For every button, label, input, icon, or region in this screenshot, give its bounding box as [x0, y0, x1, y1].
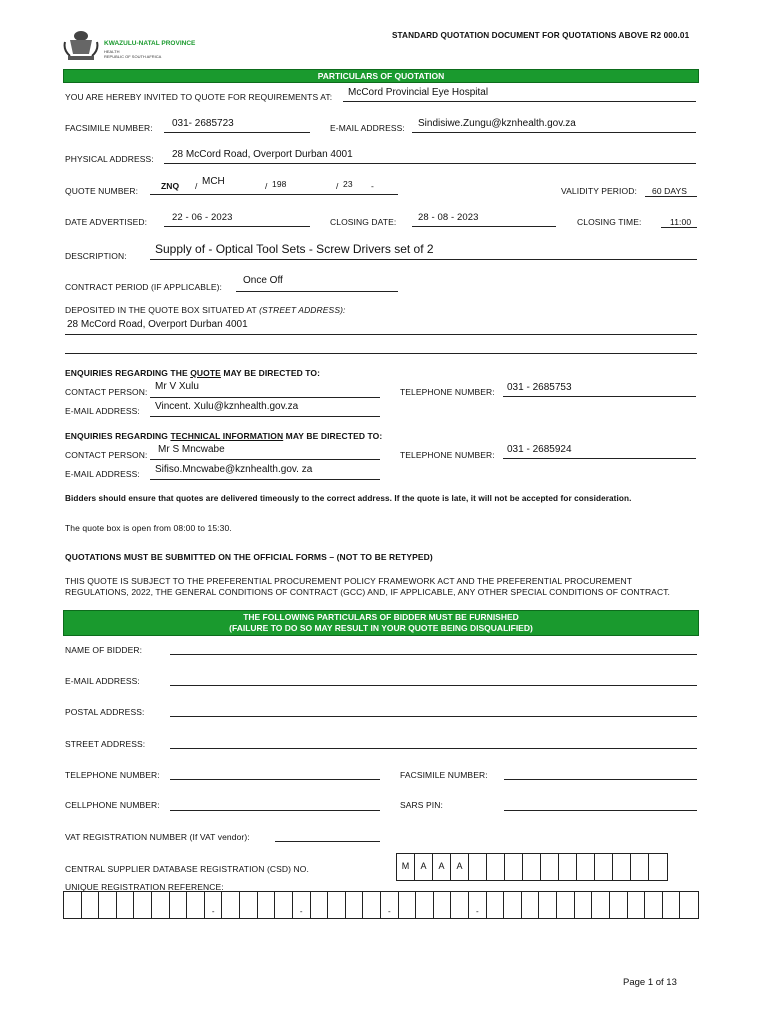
quote-email-line	[150, 416, 380, 417]
ref-cell[interactable]	[99, 892, 117, 918]
quote-no-label: QUOTE NUMBER:	[65, 186, 139, 196]
enquiries-tech-heading-b: MAY BE DIRECTED TO:	[283, 431, 383, 441]
ref-cell[interactable]	[451, 892, 469, 918]
bidder-postal-field[interactable]	[170, 716, 697, 717]
physical-line	[164, 163, 696, 164]
enquiries-quote-heading-b: MAY BE DIRECTED TO:	[220, 368, 321, 378]
ref-cell[interactable]	[539, 892, 557, 918]
csd-prefix-m: M	[397, 854, 415, 880]
quote-no-line	[150, 194, 398, 195]
quote-part-number[interactable]: 198	[272, 179, 287, 189]
email-label: E-MAIL ADDRESS:	[330, 123, 405, 133]
quote-part-hospital[interactable]: MCH	[202, 176, 225, 187]
ref-cell[interactable]	[222, 892, 240, 918]
closing-date-line	[412, 226, 556, 227]
quote-tel-label: TELEPHONE NUMBER:	[400, 387, 495, 397]
quote-tel-line	[503, 396, 696, 397]
advertised-label: DATE ADVERTISED:	[65, 217, 148, 227]
quote-tel-value[interactable]: 031 - 2685753	[507, 382, 572, 393]
ref-cell[interactable]	[469, 892, 487, 918]
ref-cell[interactable]	[416, 892, 434, 918]
enquiries-quote-heading	[65, 368, 320, 378]
closing-date-value[interactable]: 28 - 08 - 2023	[418, 212, 479, 223]
contract-value[interactable]: Once Off	[243, 275, 283, 286]
validity-label: VALIDITY PERIOD:	[561, 186, 637, 196]
bidder-sars-label: SARS PIN:	[400, 800, 443, 810]
ref-cell[interactable]	[487, 892, 505, 918]
ref-cell[interactable]	[205, 892, 223, 918]
validity-value[interactable]: 60 DAYS	[652, 186, 688, 196]
deposited-line-2	[65, 353, 697, 354]
ref-cell[interactable]	[258, 892, 276, 918]
tech-tel-line	[503, 458, 696, 459]
fax-line	[164, 132, 310, 133]
description-value[interactable]: Supply of - Optical Tool Sets - Screw Drivers set of 2	[155, 242, 434, 256]
quote-part-year[interactable]: 23	[343, 179, 353, 189]
bidder-postal-label: POSTAL ADDRESS:	[65, 707, 145, 717]
csd-digit-box[interactable]	[559, 854, 577, 880]
deposited-label-street: (STREET ADDRESS):	[259, 305, 346, 315]
enquiries-quote-heading-u: QUOTE	[190, 368, 221, 378]
csd-digit-box[interactable]	[541, 854, 559, 880]
bidder-tel-field[interactable]	[170, 779, 380, 780]
ref-cell[interactable]	[152, 892, 170, 918]
csd-digit-box[interactable]	[649, 854, 667, 880]
closing-time-value[interactable]: 11:00	[670, 217, 692, 227]
logo-province: KWAZULU-NATAL PROVINCE	[104, 40, 196, 47]
logo-dept: HEALTH	[104, 49, 120, 54]
ref-cell[interactable]	[592, 892, 610, 918]
advertised-line	[164, 226, 310, 227]
csd-digit-box[interactable]	[631, 854, 649, 880]
quote-contact-value[interactable]: Mr V Xulu	[155, 381, 199, 392]
bidder-name-field[interactable]	[170, 654, 697, 655]
quote-email-label: E-MAIL ADDRESS:	[65, 406, 140, 416]
tech-contact-label: CONTACT PERSON:	[65, 450, 148, 460]
ref-cell[interactable]	[399, 892, 417, 918]
ref-cell[interactable]	[363, 892, 381, 918]
quote-sep-3: /	[336, 181, 339, 191]
ref-dash: -	[299, 907, 303, 916]
fax-label: FACSIMILE NUMBER:	[65, 123, 153, 133]
ref-cell[interactable]	[328, 892, 346, 918]
invited-value[interactable]: McCord Provincial Eye Hospital	[348, 87, 489, 98]
email-value[interactable]: Sindisiwe.Zungu@kznhealth.gov.za	[418, 118, 576, 129]
provincial-logo	[62, 28, 207, 62]
description-label: DESCRIPTION:	[65, 251, 127, 261]
bidder-tel-label: TELEPHONE NUMBER:	[65, 770, 160, 780]
quote-sep-2: /	[265, 181, 268, 191]
csd-digit-box[interactable]	[595, 854, 613, 880]
bidder-street-field[interactable]	[170, 748, 697, 749]
tech-contact-value[interactable]: Mr S Mncwabe	[158, 444, 225, 455]
bidder-name-label: NAME OF BIDDER:	[65, 645, 143, 655]
coat-of-arms-icon	[62, 28, 100, 62]
closing-date-label: CLOSING DATE:	[330, 217, 397, 227]
unique-ref-label: UNIQUE REGISTRATION REFERENCE:	[65, 882, 224, 892]
quote-sep-1: /	[195, 181, 198, 191]
csd-digit-box[interactable]	[523, 854, 541, 880]
quote-contact-line	[150, 397, 380, 398]
csd-digit-box[interactable]	[487, 854, 505, 880]
contract-label: CONTRACT PERIOD (IF APPLICABLE):	[65, 282, 223, 292]
quote-prefix[interactable]: ZNQ	[161, 181, 180, 191]
bidder-email-label: E-MAIL ADDRESS:	[65, 676, 140, 686]
validity-line	[645, 196, 697, 197]
bidder-band-line2: (FAILURE TO DO SO MAY RESULT IN YOUR QUOTE BEING DISQUALIFIED)	[229, 623, 533, 633]
bidder-band-line1: THE FOLLOWING PARTICULARS OF BIDDER MUST BE FURNISHED	[243, 612, 519, 622]
bidder-sars-field[interactable]	[504, 810, 697, 811]
bidder-email-field[interactable]	[170, 685, 697, 686]
enquiries-quote-heading-a: ENQUIRIES REGARDING THE	[65, 368, 191, 378]
unique-ref-grid[interactable]	[63, 891, 699, 919]
box-open-note: The quote box is open from 08:00 to 15:30.	[65, 523, 232, 533]
ref-cell[interactable]	[311, 892, 329, 918]
tech-tel-value[interactable]: 031 - 2685924	[507, 444, 572, 455]
invited-line	[343, 101, 696, 102]
tech-contact-line	[150, 459, 380, 460]
ref-cell[interactable]	[170, 892, 188, 918]
csd-prefix-a2: A	[433, 854, 451, 880]
csd-digit-box[interactable]	[577, 854, 595, 880]
ref-cell[interactable]	[64, 892, 82, 918]
ref-cell[interactable]	[240, 892, 258, 918]
ref-cell[interactable]	[434, 892, 452, 918]
enquiries-tech-heading-u: TECHNICAL INFORMATION	[170, 431, 284, 441]
bidder-fax-label: FACSIMILE NUMBER:	[400, 770, 488, 780]
ref-cell[interactable]	[346, 892, 364, 918]
ref-cell[interactable]	[610, 892, 628, 918]
ref-cell[interactable]	[575, 892, 593, 918]
physical-label: PHYSICAL ADDRESS:	[65, 154, 154, 164]
official-forms-note: QUOTATIONS MUST BE SUBMITTED ON THE OFFICIAL FORMS – (NOT TO BE RETYPED)	[65, 552, 433, 562]
csd-prefix-a1: A	[415, 854, 433, 880]
ref-cell[interactable]	[187, 892, 205, 918]
ref-cell[interactable]	[645, 892, 663, 918]
invited-label: YOU ARE HEREBY INVITED TO QUOTE FOR REQUIREMENTS AT:	[65, 92, 333, 102]
fax-value[interactable]: 031- 2685723	[172, 118, 234, 129]
ref-cell[interactable]	[275, 892, 293, 918]
physical-value[interactable]: 28 McCord Road, Overport Durban 4001	[172, 149, 353, 160]
csd-digit-box[interactable]	[613, 854, 631, 880]
enquiries-tech-heading-a: ENQUIRIES REGARDING	[65, 431, 171, 441]
particulars-band: PARTICULARS OF QUOTATION	[63, 69, 699, 83]
ref-cell[interactable]	[381, 892, 399, 918]
ref-cell[interactable]	[82, 892, 100, 918]
ppp-note-line1: THIS QUOTE IS SUBJECT TO THE PREFERENTIAL PROCUREMENT POLICY FRAMEWORK ACT AND THE PREFERENTIAL PROCUREMENT	[65, 576, 633, 586]
bidder-band	[63, 610, 699, 636]
deposited-label	[65, 305, 346, 315]
csd-digit-box[interactable]	[469, 854, 487, 880]
enquiries-tech-heading	[65, 431, 382, 441]
quote-sep-4: -	[371, 181, 374, 191]
doc-title: STANDARD QUOTATION DOCUMENT FOR QUOTATIONS ABOVE R2 000.01	[392, 31, 690, 40]
ref-cell[interactable]	[680, 892, 698, 918]
ppp-note-line2: REGULATIONS, 2022, THE GENERAL CONDITIONS OF CONTRACT (GCC) AND, IF APPLICABLE, ANY OTHER SPECIAL CONDITIONS OF CONTRACT.	[65, 587, 671, 597]
ref-cell[interactable]	[557, 892, 575, 918]
deposited-label-main: DEPOSITED IN THE QUOTE BOX SITUATED AT	[65, 305, 260, 315]
tech-email-line	[150, 479, 380, 480]
ref-cell[interactable]	[134, 892, 152, 918]
email-line	[412, 132, 696, 133]
ref-cell[interactable]	[117, 892, 135, 918]
contract-line	[236, 291, 398, 292]
quote-contact-label: CONTACT PERSON:	[65, 387, 148, 397]
deposited-value[interactable]: 28 McCord Road, Overport Durban 4001	[67, 319, 248, 330]
bidder-fax-field[interactable]	[504, 779, 697, 780]
description-line	[150, 259, 697, 260]
csd-digit-box[interactable]	[505, 854, 523, 880]
ref-cell[interactable]	[522, 892, 540, 918]
bidders-note: Bidders should ensure that quotes are delivered timeously to the correct address. If the quote is late, it will not be accepted for consideration.	[65, 494, 632, 503]
ref-cell[interactable]	[293, 892, 311, 918]
closing-time-label: CLOSING TIME:	[577, 217, 642, 227]
bidder-cell-label: CELLPHONE NUMBER:	[65, 800, 160, 810]
page-number: Page 1 of 13	[623, 977, 677, 988]
bidder-vat-label: VAT REGISTRATION NUMBER (If VAT vendor):	[65, 832, 250, 842]
ref-cell[interactable]	[663, 892, 681, 918]
csd-label: CENTRAL SUPPLIER DATABASE REGISTRATION (CSD) NO.	[65, 864, 309, 874]
tech-email-label: E-MAIL ADDRESS:	[65, 469, 140, 479]
ref-dash: -	[211, 907, 215, 916]
advertised-value[interactable]: 22 - 06 - 2023	[172, 212, 233, 223]
csd-number-boxes[interactable]	[396, 853, 668, 881]
bidder-cell-field[interactable]	[170, 810, 380, 811]
closing-time-line	[661, 227, 697, 228]
ref-cell[interactable]	[628, 892, 646, 918]
ref-cell[interactable]	[504, 892, 522, 918]
logo-country: REPUBLIC OF SOUTH AFRICA	[104, 54, 162, 59]
ref-dash: -	[387, 907, 391, 916]
ref-dash: -	[475, 907, 479, 916]
tech-tel-label: TELEPHONE NUMBER:	[400, 450, 495, 460]
bidder-street-label: STREET ADDRESS:	[65, 739, 146, 749]
deposited-line-1	[65, 334, 697, 335]
quote-email-value[interactable]: Vincent. Xulu@kznhealth.gov.za	[155, 401, 299, 412]
bidder-vat-field[interactable]	[275, 841, 380, 842]
tech-email-value[interactable]: Sifiso.Mncwabe@kznhealth.gov. za	[155, 464, 313, 475]
csd-prefix-a3: A	[451, 854, 469, 880]
